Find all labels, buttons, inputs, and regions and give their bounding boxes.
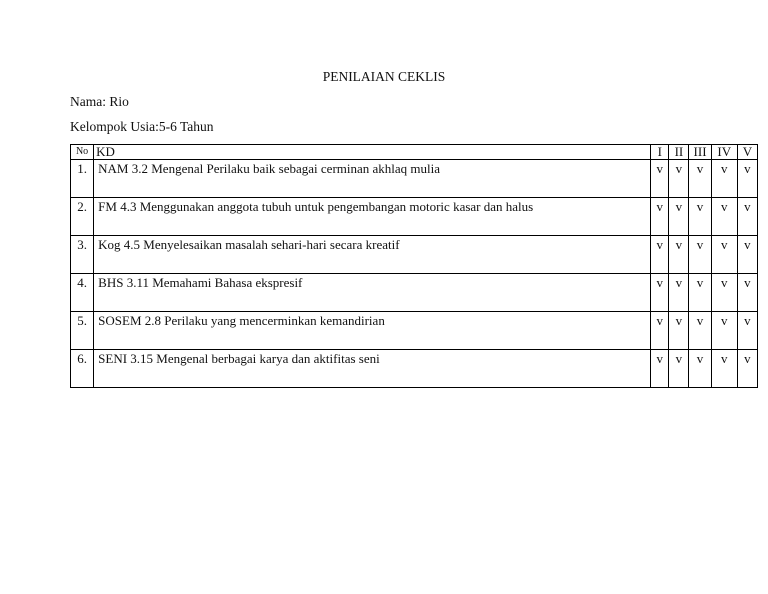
check-mark-level-4: v bbox=[711, 312, 737, 350]
header-level-5: V bbox=[737, 145, 757, 160]
check-mark-level-2: v bbox=[669, 160, 689, 198]
check-mark-level-1: v bbox=[651, 236, 669, 274]
check-mark-level-2: v bbox=[669, 274, 689, 312]
age-group: Kelompok Usia:5-6 Tahun bbox=[70, 119, 214, 134]
table-row bbox=[71, 198, 758, 236]
check-mark-level-4: v bbox=[711, 274, 737, 312]
row-number: 6. bbox=[71, 350, 94, 388]
check-mark-level-4: v bbox=[711, 350, 737, 388]
check-mark-level-4: v bbox=[711, 160, 737, 198]
check-mark-level-4: v bbox=[711, 198, 737, 236]
row-number: 2. bbox=[71, 198, 94, 236]
check-mark-level-3: v bbox=[689, 198, 711, 236]
check-mark-level-1: v bbox=[651, 350, 669, 388]
header-level-3: III bbox=[689, 145, 711, 160]
header-level-1: I bbox=[651, 145, 669, 160]
check-mark-level-5: v bbox=[737, 274, 757, 312]
check-mark-level-3: v bbox=[689, 312, 711, 350]
check-mark-level-1: v bbox=[651, 160, 669, 198]
table-header-row bbox=[71, 145, 758, 160]
row-kd-text: SENI 3.15 Mengenal berbagai karya dan aktifitas seni bbox=[94, 350, 651, 388]
table-body bbox=[71, 160, 758, 388]
table-row bbox=[71, 274, 758, 312]
check-mark-level-4: v bbox=[711, 236, 737, 274]
row-kd-text: BHS 3.11 Memahami Bahasa ekspresif bbox=[94, 274, 651, 312]
table-row bbox=[71, 312, 758, 350]
row-number: 4. bbox=[71, 274, 94, 312]
check-mark-level-5: v bbox=[737, 350, 757, 388]
check-mark-level-1: v bbox=[651, 274, 669, 312]
check-mark-level-5: v bbox=[737, 236, 757, 274]
row-kd-text: FM 4.3 Menggunakan anggota tubuh untuk pengembangan motoric kasar dan halus bbox=[94, 198, 651, 236]
check-mark-level-2: v bbox=[669, 350, 689, 388]
check-mark-level-5: v bbox=[737, 312, 757, 350]
check-mark-level-3: v bbox=[689, 236, 711, 274]
header-level-4: IV bbox=[711, 145, 737, 160]
row-kd-text: SOSEM 2.8 Perilaku yang mencerminkan kemandirian bbox=[94, 312, 651, 350]
row-number: 5. bbox=[71, 312, 94, 350]
check-mark-level-2: v bbox=[669, 236, 689, 274]
check-mark-level-3: v bbox=[689, 274, 711, 312]
check-mark-level-1: v bbox=[651, 198, 669, 236]
header-no: No bbox=[71, 145, 94, 160]
check-mark-level-2: v bbox=[669, 198, 689, 236]
checklist-table bbox=[70, 144, 758, 388]
table-row bbox=[71, 160, 758, 198]
table-row bbox=[71, 236, 758, 274]
page-title: PENILAIAN CEKLIS bbox=[322, 69, 446, 84]
table-row bbox=[71, 350, 758, 388]
row-number: 1. bbox=[71, 160, 94, 198]
check-mark-level-5: v bbox=[737, 198, 757, 236]
row-number: 3. bbox=[71, 236, 94, 274]
check-mark-level-1: v bbox=[651, 312, 669, 350]
row-kd-text: NAM 3.2 Mengenal Perilaku baik sebagai cerminan akhlaq mulia bbox=[94, 160, 651, 198]
row-kd-text: Kog 4.5 Menyelesaikan masalah sehari-hari secara kreatif bbox=[94, 236, 651, 274]
check-mark-level-2: v bbox=[669, 312, 689, 350]
student-name: Nama: Rio bbox=[70, 94, 129, 109]
check-mark-level-5: v bbox=[737, 160, 757, 198]
header-level-2: II bbox=[669, 145, 689, 160]
header-kd: KD bbox=[94, 145, 651, 160]
check-mark-level-3: v bbox=[689, 350, 711, 388]
check-mark-level-3: v bbox=[689, 160, 711, 198]
